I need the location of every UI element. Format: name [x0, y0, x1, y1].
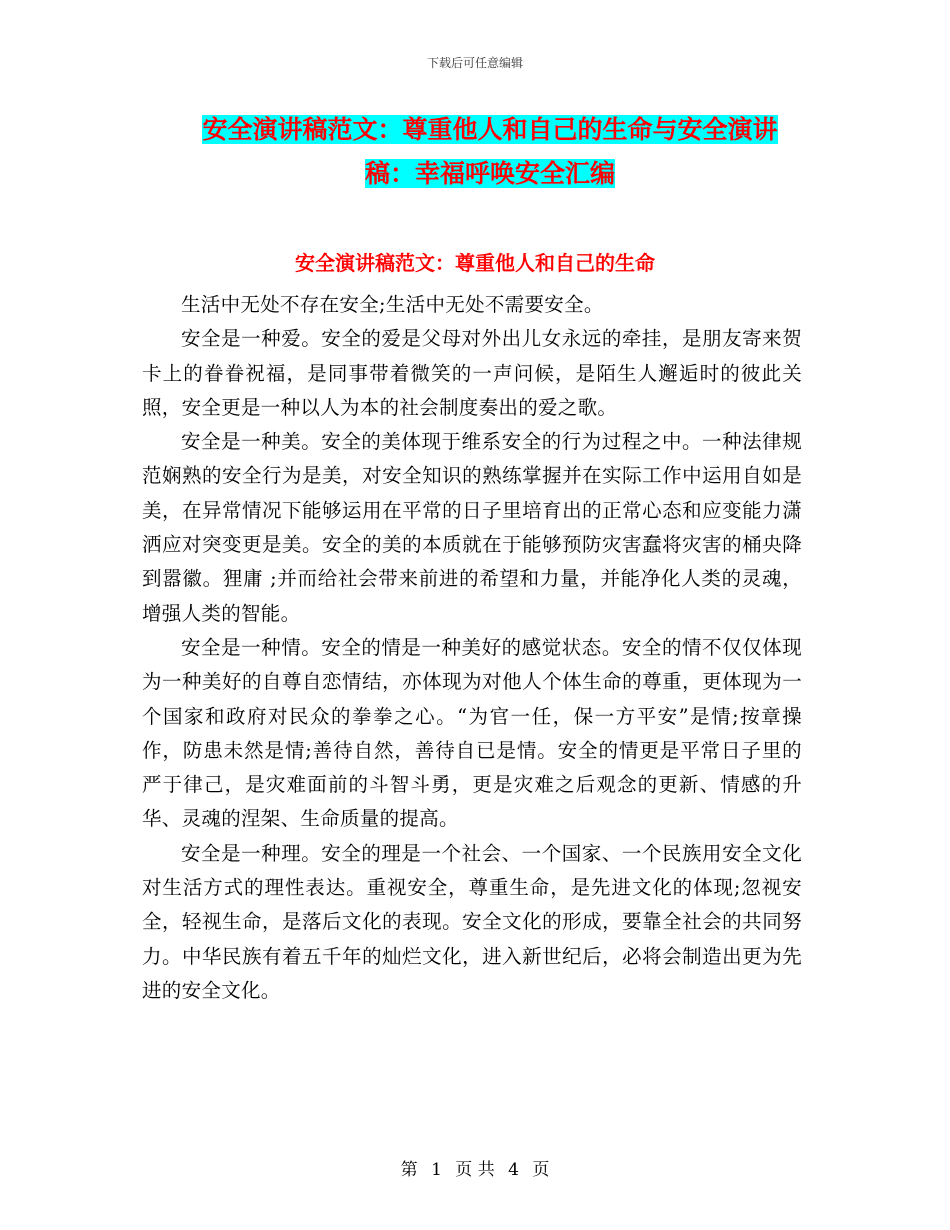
- title-line-1: 安全演讲稿范文：尊重他人和自己的生命与安全演讲: [202, 115, 778, 144]
- section-heading: 安全演讲稿范文：尊重他人和自己的生命: [295, 251, 655, 275]
- footer-page-total: 4: [508, 1160, 519, 1180]
- paragraph-3: 安全是一种美。安全的美体现于维系安全的行为过程之中。一种法律规范娴熟的安全行为是美，对安全知识的熟练掌握并在实际工作中运用自如是美，在异常情况下能够运用在平常的日子里培育出的正常心态和应变能力潇洒应对突变更是美。安全的美的本质就在于能够预防灾害蠢将灾害的桶央降到嚣徽。狸庸 ;并而给社会带来前进的希望和力量，并能净化人类的灵魂，增强人类的智能。: [142, 430, 802, 625]
- page-footer: [0, 1155, 950, 1180]
- paragraph-4: 安全是一种情。安全的情是一种美好的感觉状态。安全的情不仅仅体现为一种美好的自尊自恋情结，亦体现为对他人个体生命的尊重，更体现为一个国家和政府对民众的拳拳之心。“为官一任，保一方平安”是情;按章操作，防患未然是情;善待自然，善待自已是情。安全的情更是平常日子里的严于律己，是灾难面前的斗智斗勇，更是灾难之后观念的更新、情感的升华、灵魂的涅架、生命质量的提高。: [142, 635, 802, 831]
- footer-suffix: 页: [532, 1160, 550, 1180]
- paragraph-5: 安全是一种理。安全的理是一个社会、一个国家、一个民族用安全文化对生活方式的理性表达。重视安全，尊重生命，是先进文化的体现;忽视安全，轻视生命，是落后文化的表现。安全文化的形成，要靠全社会的共同努力。中华民族有着五千年的灿烂文化，进入新世纪后，必将会制造出更为先进的安全文化。: [142, 841, 802, 1002]
- footer-page-number: 1: [431, 1160, 442, 1180]
- footer-mid: 页 共: [455, 1160, 495, 1180]
- body-text: [142, 288, 802, 1008]
- paragraph-1: 生活中无处不存在安全;生活中无处不需要安全。: [181, 293, 604, 316]
- header-note: 下载后可任意编辑: [426, 56, 523, 70]
- footer-prefix: 第: [400, 1160, 418, 1180]
- document-title: [140, 108, 840, 196]
- paragraph-2: 安全是一种爱。安全的爱是父母对外出儿女永远的牵挂，是朋友寄来贺卡上的眷眷祝福，是同事带着微笑的一声问候，是陌生人邂逅时的彼此关照，安全更是一种以人为本的社会制度奏出的爱之歌。: [142, 327, 802, 419]
- title-line-2: 稿：幸福呼唤安全汇编: [364, 159, 615, 188]
